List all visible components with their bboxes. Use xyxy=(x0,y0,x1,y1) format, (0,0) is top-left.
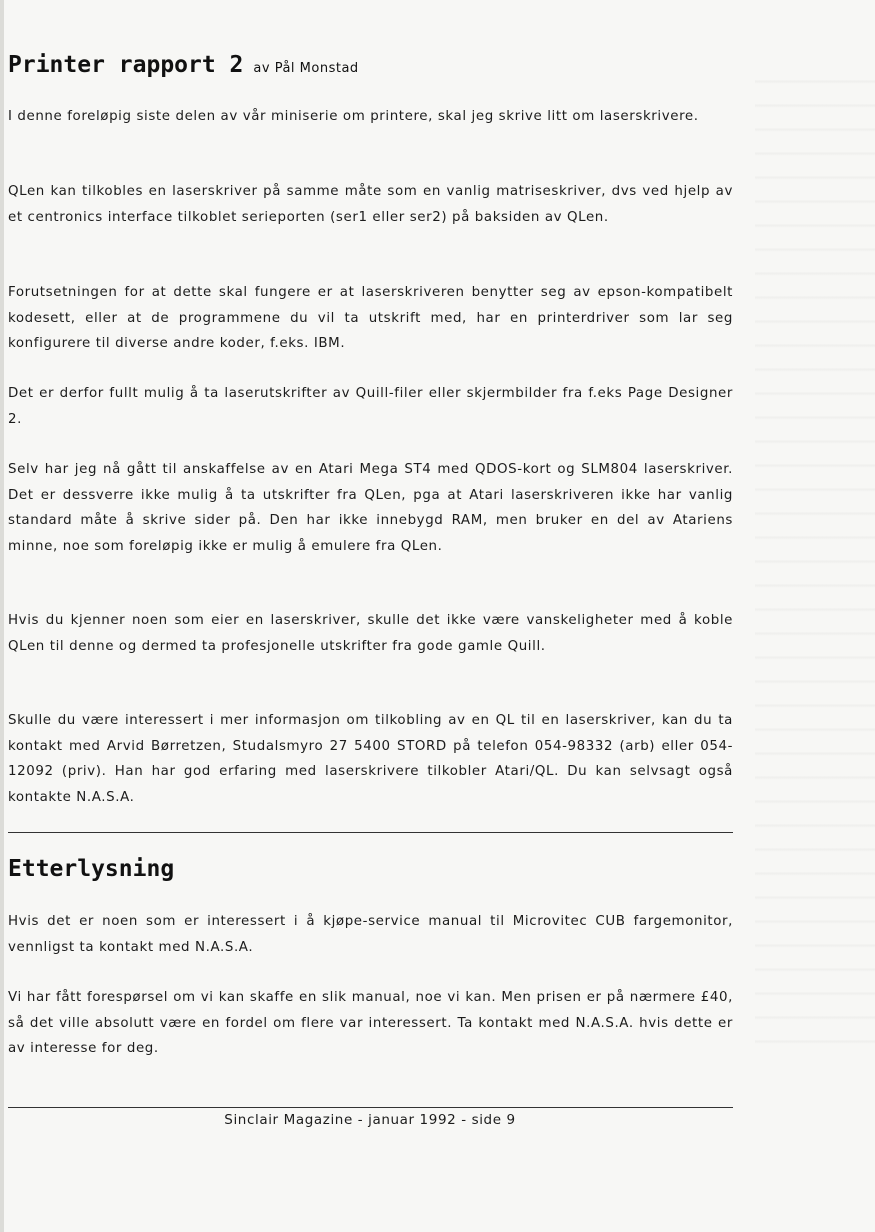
paragraph: Vi har fått forespørsel om vi kan skaffe en slik manual, noe vi kan. Men prisen er på nærmere £40, så det ville absolutt være en fordel om flere var interessert. Ta kontakt med N.A.S.A. hvis dette er av interesse for deg. xyxy=(8,990,733,1056)
section-divider xyxy=(8,832,733,833)
article-title-text: Printer rapport 2 xyxy=(8,52,244,78)
article-byline: av Pål Monstad xyxy=(253,61,359,76)
footer-divider xyxy=(8,1107,733,1108)
page-footer: Sinclair Magazine - januar 1992 - side 9 xyxy=(224,1112,516,1128)
paragraph: Hvis du kjenner noen som eier en laserskriver, skulle det ikke være vanskeligheter med å koble QLen til denne og dermed ta profesjonelle utskrifter fra gode gamle Quill. xyxy=(8,613,733,654)
paragraph: Forutsetningen for at dette skal fungere er at laserskriveren benytter seg av epson-kompatibelt kodesett, eller at de programmene du vil ta utskrift med, har en printerdriver som lar seg konfigurere til diverse andre koder, f.eks. IBM. xyxy=(8,285,733,351)
section-title: Etterlysning xyxy=(8,856,175,882)
paragraph: I denne foreløpig siste delen av vår miniserie om printere, skal jeg skrive litt om laserskrivere. xyxy=(8,109,699,124)
bleed-through xyxy=(755,60,875,1060)
paragraph: Skulle du være interessert i mer informasjon om tilkobling av en QL til en laserskriver, kan du ta kontakt med Arvid Børretzen, Studalsmyro 27 5400 STORD på telefon 054-98332 (arb) eller 054-12092 (priv). Han har god erfaring med laserskrivere tilkobler Atari/QL. Du kan selvsagt også kontakte N.A.S.A. xyxy=(8,713,733,805)
article-title xyxy=(8,52,359,78)
paragraph: QLen kan tilkobles en laserskriver på samme måte som en vanlig matriseskriver, dvs ved hjelp av et centronics interface tilkoblet serieporten (ser1 eller ser2) på baksiden av QLen. xyxy=(8,184,733,225)
paragraph: Hvis det er noen som er interessert i å kjøpe-service manual til Microvitec CUB fargemonitor, vennligst ta kontakt med N.A.S.A. xyxy=(8,914,733,955)
paragraph: Det er derfor fullt mulig å ta laserutskrifter av Quill-filer eller skjermbilder fra f.eks Page Designer 2. xyxy=(8,386,733,427)
paragraph: Selv har jeg nå gått til anskaffelse av en Atari Mega ST4 med QDOS-kort og SLM804 laserskriver. Det er dessverre ikke mulig å ta utskrifter fra QLen, pga at Atari laserskriveren ikke har vanlig standard måte å skrive sider på. Den har ikke innebygd RAM, men bruker en del av Atariens minne, noe som foreløpig ikke er mulig å emulere fra QLen. xyxy=(8,462,733,554)
page-edge xyxy=(0,0,4,1232)
